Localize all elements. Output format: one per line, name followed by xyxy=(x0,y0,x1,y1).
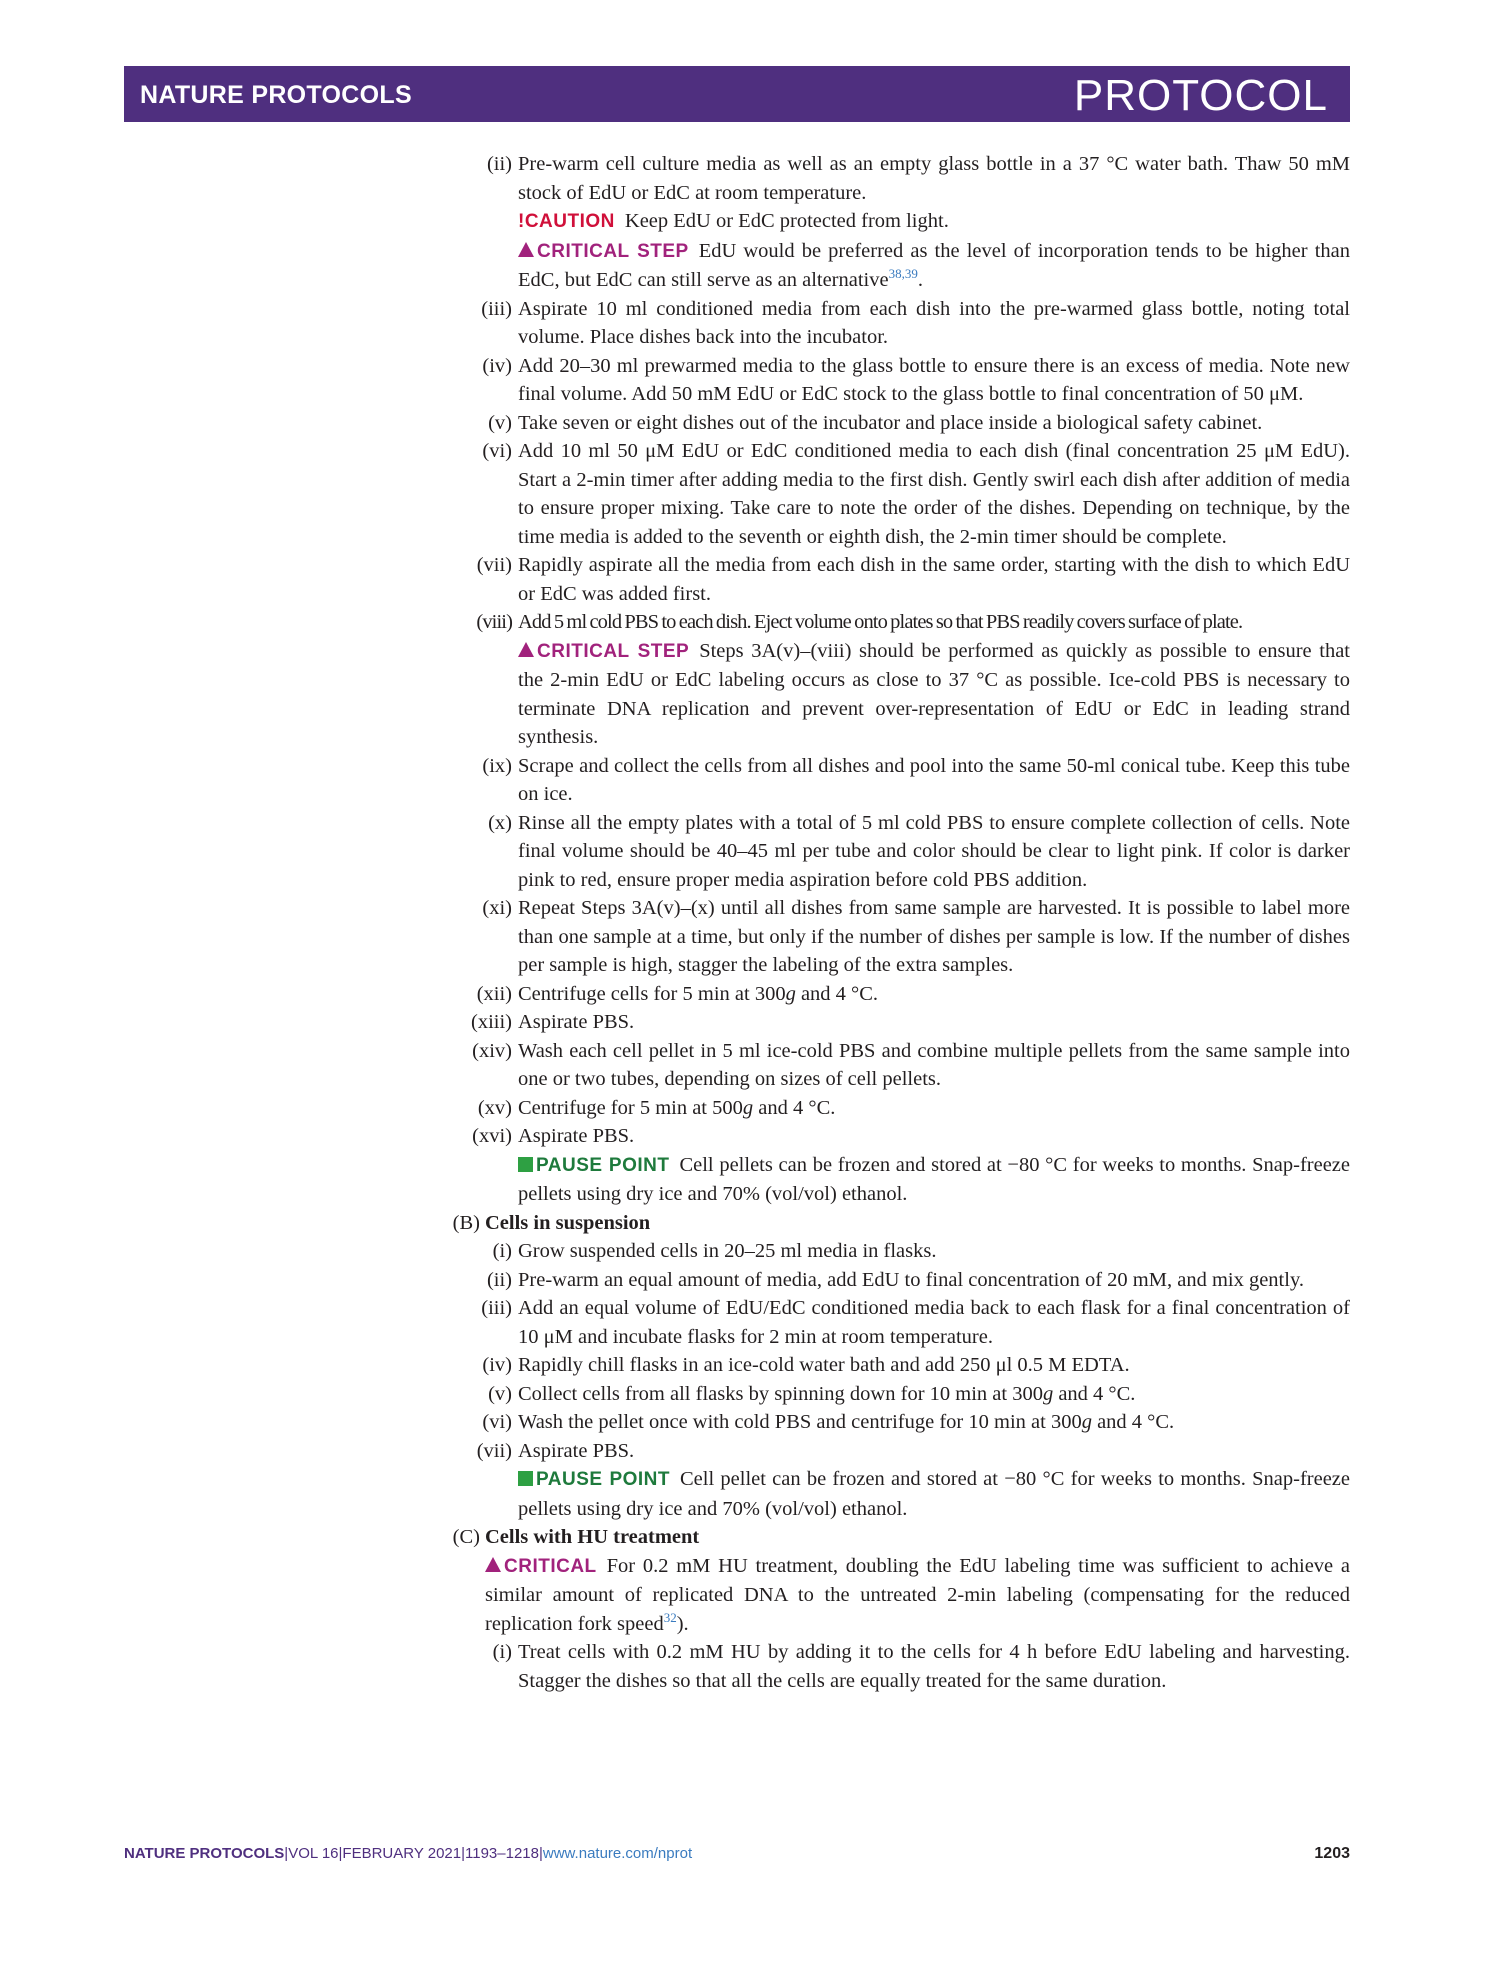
note-label xyxy=(518,1469,670,1490)
step-number: (xi) xyxy=(482,897,512,919)
step-text: Add 5 ml cold PBS to each dish. Eject volume onto plates so that PBS readily covers surface of plate. xyxy=(518,611,1243,633)
note-label-text: PAUSE POINT xyxy=(536,1469,670,1490)
pause-square-icon xyxy=(518,1471,533,1486)
article-type: PROTOCOL xyxy=(1073,71,1328,120)
step-number: (i) xyxy=(492,1240,512,1262)
step-text: Centrifuge for 5 min at 500g and 4 °C. xyxy=(518,1096,836,1119)
protocol-step xyxy=(0,1266,1489,1295)
page-footer xyxy=(124,1845,1350,1862)
step-text: Collect cells from all flasks by spinning down for 10 min at 300g and 4 °C. xyxy=(518,1382,1136,1405)
protocol-step xyxy=(0,295,1489,352)
step-number: (ii) xyxy=(486,1268,512,1291)
section-heading xyxy=(0,1209,1489,1238)
step-text: Grow suspended cells in 20–25 ml media in flasks. xyxy=(518,1240,937,1262)
protocol-note xyxy=(0,1151,1489,1209)
protocol-step xyxy=(0,437,1489,551)
protocol-step xyxy=(0,1380,1489,1409)
protocol-step xyxy=(0,809,1489,895)
reference-citation[interactable]: 38,39 xyxy=(888,266,918,282)
protocol-step xyxy=(0,1437,1489,1466)
protocol-step xyxy=(0,1408,1489,1437)
note-label-text: CRITICAL STEP xyxy=(537,240,689,262)
note-label xyxy=(518,211,615,232)
step-text: Pre-warm an equal amount of media, add EdU to final concentration of 20 mM, and mix gently. xyxy=(518,1268,1304,1291)
step-text: Aspirate PBS. xyxy=(518,1439,635,1462)
step-number: (vii) xyxy=(476,1439,512,1462)
step-text: Repeat Steps 3A(v)–(x) until all dishes from same sample are harvested. It is possible to label more than one sample at a time, but only if the number of dishes per sample is low. If the number of dishes per sample is high, stagger the labeling of the extra samples. xyxy=(518,897,1350,976)
step-text: Aspirate PBS. xyxy=(518,1011,635,1033)
protocol-note: CRITICAL For 0.2 mM HU treatment, doubling the EdU labeling time was sufficient to achieve a similar amount of replicated DNA to the untreated 2-min labeling (compensating for the reduced replication fork speed$^{32}$). xyxy=(485,1554,1350,1635)
note-label xyxy=(485,1556,597,1577)
protocol-step xyxy=(0,551,1489,608)
step-number: (vi) xyxy=(482,440,512,462)
footer-volume: VOL 16 xyxy=(288,1845,339,1862)
note-text: EdU would be preferred as the level of incorporation tends to be higher than EdC, but EdC can still serve as an alternative xyxy=(518,239,1350,291)
note-text: Cell pellets can be frozen and stored at −80 °C for weeks to months. Snap-freeze pellets using dry ice and 70% (vol/vol) ethanol. xyxy=(518,1153,1350,1205)
protocol-step xyxy=(0,894,1489,980)
protocol-note: CRITICAL STEP EdU would be preferred as the level of incorporation tends to be higher than EdC, but EdC can still serve as an alternative$^{38,39}$. xyxy=(518,239,1350,291)
protocol-step xyxy=(0,1351,1489,1380)
step-text: Scrape and collect the cells from all dishes and pool into the same 50-ml conical tube. Keep this tube on ice. xyxy=(518,754,1350,805)
journal-name: NATURE PROTOCOLS xyxy=(140,81,412,109)
note-text: Keep EdU or EdC protected from light. xyxy=(624,210,949,232)
critical-triangle-icon xyxy=(518,642,534,657)
page-number: 1203 xyxy=(1314,1845,1350,1862)
step-text: Centrifuge cells for 5 min at 300g and 4 °C. xyxy=(518,982,879,1005)
note-label xyxy=(518,1155,669,1176)
critical-triangle-icon xyxy=(518,242,534,257)
section-title: Cells in suspension xyxy=(485,1211,651,1234)
step-number: (vi) xyxy=(482,1411,512,1433)
step-number: (viii) xyxy=(476,611,512,633)
step-text: Pre-warm cell culture media as well as an empty glass bottle in a 37 °C water bath. Thaw 50 mM stock of EdU or EdC at room temperature. xyxy=(518,153,1350,204)
footer-journal: NATURE PROTOCOLS xyxy=(124,1845,285,1862)
protocol-step xyxy=(0,752,1489,809)
protocol-note xyxy=(0,1465,1489,1523)
step-text: Treat cells with 0.2 mM HU by adding it to the cells for 4 h before EdU labeling and harvesting. Stagger the dishes so that all the cells are equally treated for the same duration. xyxy=(518,1641,1350,1692)
note-label-text: PAUSE POINT xyxy=(536,1154,670,1176)
note-label-text: CRITICAL xyxy=(504,1555,597,1577)
footer-url[interactable]: www.nature.com/nprot xyxy=(542,1845,693,1862)
step-number: (vii) xyxy=(476,554,512,576)
step-number: (iv) xyxy=(482,1354,512,1376)
protocol-step xyxy=(0,352,1489,409)
protocol-step xyxy=(0,1122,1489,1151)
step-number: (iii) xyxy=(481,297,512,320)
protocol-step xyxy=(0,1008,1489,1037)
step-number: (iv) xyxy=(482,354,512,377)
protocol-step xyxy=(0,1094,1489,1123)
protocol-step xyxy=(0,409,1489,438)
step-text: Add 20–30 ml prewarmed media to the glass bottle to ensure there is an excess of media. Note new final volume. Add 50 mM EdU or EdC stock to the glass bottle to final concentration of 50 μM. xyxy=(518,354,1350,405)
step-number: (iii) xyxy=(481,1297,512,1319)
step-text: Rapidly chill flasks in an ice-cold water bath and add 250 μl 0.5 M EDTA. xyxy=(518,1354,1130,1376)
note-text: Cell pellet can be frozen and stored at −80 °C for weeks to months. Snap-freeze pellets using dry ice and 70% (vol/vol) ethanol. xyxy=(518,1468,1350,1520)
section-number: (C) xyxy=(452,1526,480,1548)
pause-square-icon xyxy=(518,1157,533,1172)
note-text: For 0.2 mM HU treatment, doubling the EdU labeling time was sufficient to achieve a similar amount of replicated DNA to the untreated 2-min labeling (compensating for the reduced replication fork speed xyxy=(485,1554,1350,1635)
step-number: (xv) xyxy=(477,1096,512,1119)
note-label xyxy=(518,641,689,662)
protocol-step xyxy=(0,980,1489,1009)
footer-citation: NATURE PROTOCOLS|VOL 16|FEBRUARY 2021|1193–1218|www.nature.com/nprot xyxy=(124,1845,693,1862)
note-label-text: CRITICAL STEP xyxy=(537,640,690,662)
step-number: (xiv) xyxy=(472,1039,512,1062)
step-number: (v) xyxy=(488,411,512,434)
reference-citation[interactable]: 32 xyxy=(663,1609,677,1625)
section-title: Cells with HU treatment xyxy=(485,1526,700,1548)
step-number: (i) xyxy=(492,1641,512,1663)
step-text: Wash each cell pellet in 5 ml ice-cold PBS and combine multiple pellets from the same sample into one or two tubes, depending on sizes of cell pellets. xyxy=(518,1039,1350,1090)
step-number: (xiii) xyxy=(471,1011,512,1033)
step-text: Add an equal volume of EdU/EdC conditioned media back to each flask for a final concentration of 10 μM and incubate flasks for 2 min at room temperature. xyxy=(518,1297,1350,1348)
section-number: (B) xyxy=(452,1211,480,1234)
step-text: Wash the pellet once with cold PBS and centrifuge for 10 min at 300g and 4 °C. xyxy=(518,1411,1175,1433)
step-number: (xvi) xyxy=(472,1125,512,1147)
step-number: (ix) xyxy=(482,754,512,777)
protocol-note xyxy=(0,637,1489,752)
step-number: (xii) xyxy=(476,982,512,1005)
protocol-body xyxy=(0,150,1489,1695)
step-text: Aspirate 10 ml conditioned media from each dish into the pre-warmed glass bottle, noting total volume. Place dishes back into the incubator. xyxy=(518,297,1350,348)
step-text: Rapidly aspirate all the media from each dish in the same order, starting with the dish to which EdU or EdC was added first. xyxy=(518,554,1350,605)
caution-icon: ! xyxy=(518,211,525,232)
critical-triangle-icon xyxy=(485,1557,501,1572)
section-heading xyxy=(0,1523,1489,1552)
note-text: Steps 3A(v)–(viii) should be performed as quickly as possible to ensure that the 2-min EdU or EdC labeling occurs as close to 37 °C as possible. Ice-cold PBS is necessary to terminate DNA replication and prevent over-representation of EdU or EdC in leading strand synthesis. xyxy=(518,639,1350,748)
protocol-note xyxy=(0,207,1489,237)
note-label xyxy=(518,241,689,262)
step-text: Take seven or eight dishes out of the incubator and place inside a biological safety cabinet. xyxy=(518,411,1263,434)
note-label-text: CAUTION xyxy=(524,211,615,232)
step-number: (v) xyxy=(488,1382,512,1405)
step-text: Add 10 ml 50 μM EdU or EdC conditioned media to each dish (final concentration 25 μM EdU). Start a 2-min timer after adding media to the first dish. Gently swirl each dish after addition of media to ensure proper mixing. Take care to note the order of the dishes. Depending on technique, by the time media is added to the seventh or eighth dish, the 2-min timer should be complete. xyxy=(518,440,1350,548)
protocol-step xyxy=(0,150,1489,207)
footer-date: FEBRUARY 2021 xyxy=(342,1845,462,1862)
step-number: (x) xyxy=(488,811,512,834)
protocol-step xyxy=(0,1237,1489,1266)
footer-pages: 1193–1218 xyxy=(465,1845,539,1862)
step-text: Aspirate PBS. xyxy=(518,1125,635,1147)
step-number: (ii) xyxy=(486,153,512,175)
protocol-step xyxy=(0,608,1489,637)
journal-header-bar xyxy=(124,66,1350,122)
step-text: Rinse all the empty plates with a total of 5 ml cold PBS to ensure complete collection of cells. Note final volume should be 40–45 ml per tube and color should be clear to light pink. If color is darker pink to red, ensure proper media aspiration before cold PBS addition. xyxy=(518,811,1350,891)
protocol-step xyxy=(0,1638,1489,1695)
protocol-step xyxy=(0,1037,1489,1094)
protocol-step xyxy=(0,1294,1489,1351)
